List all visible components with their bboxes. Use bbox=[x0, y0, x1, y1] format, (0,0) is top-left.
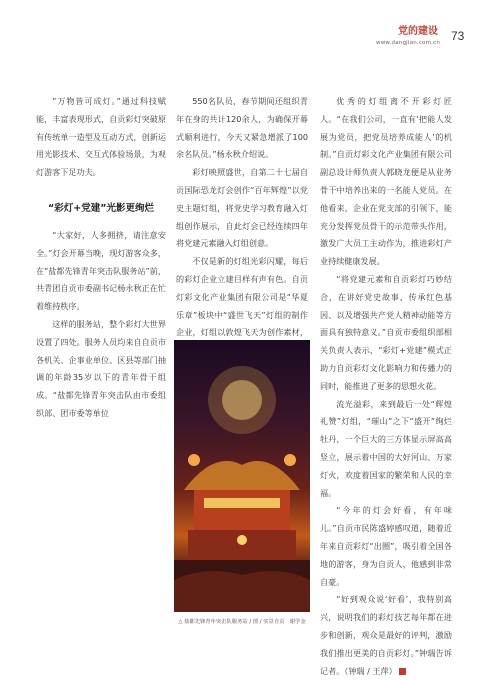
paragraph: 不仅是新的灯组光彩闪耀，每后的彩灯企业立建目样有声有色。自贡灯彩文化产业集团有限公司是“华夏乐章”板块中“盛世飞天”灯组的制作企业，灯组以敦煌飞天为创作素材， bbox=[176, 256, 308, 338]
paragraph: “今年的灯会好看，有年味儿。”自贡市民陈盛婷感叹道，随着近年来自贡彩灯“出圈”，吸引着全国各地的游客，身为自贡人，他感到非常自豪。 bbox=[320, 505, 452, 587]
paragraph: “大家好，人多拥挤，请注意安全。”灯会开幕当晚，现灯游客众多，在“盐都先锋青年突击队服务站”前，共青团自贡市委副书记杨永秋正在忙着维持秩序。 bbox=[36, 229, 166, 312]
end-mark-icon bbox=[399, 668, 406, 675]
article-column-1 bbox=[36, 93, 166, 423]
photo-caption: △ 盐都先锋青年突击队服务站 / 图 / 实景自贡 谢学金 bbox=[178, 619, 306, 625]
paragraph: 彩灯映照盛世，自第二十七届自贡国际恐龙灯会创作“百年辉煌”以党史主题灯组，将党史学习教育融入灯组创作展示，自此灯会已经连续四年将党建元素融入灯组创意。 bbox=[176, 167, 308, 249]
page-number: 73 bbox=[451, 29, 465, 43]
site-url: www.dangjian.com.cn bbox=[376, 40, 441, 46]
section-heading: “彩灯+党建”光影更绚烂 bbox=[48, 202, 154, 214]
paragraph: “将党建元素和自贡彩灯巧妙结合，在讲好党史故事、传承红色基因、以及增强共产党人精神动能等方面具有独特意义。”自贡市委组织部相关负责人表示，“彩灯+党建”模式正助力自贡彩灯文化影响力和传播力的同时，能推进了更多的思想火花。 bbox=[320, 273, 452, 391]
paragraph-text: “好到观众说‘好看’，我特别高兴，说明我们的彩灯技艺每年都在进步和创新，观众是最好的评判，激励我们推出更美的自贡彩灯。”钟瑞告诉记者。（钟瑞 / 王萍） bbox=[320, 594, 452, 676]
paragraph: 流光溢彩，来到最后一处“辉煌礼赞”灯组，“璀山”之下“盛开”绚烂牡丹，一个巨大的三方体显示屏高高竖立，展示着中国的大好河山、万家灯火，欢度着国家的繁荣和人民的幸福。 bbox=[320, 398, 452, 498]
paragraph: 550名队员，春节期间还组织青年在身的共计120余人，为确保开幕式顺利进行，今天又紧急增派了100余名队员。”杨永秋介绍说。 bbox=[176, 96, 308, 160]
paragraph: 优秀的灯组离不开彩灯匠人。“在我们公司，一直有‘把能人发展为党员，把党员培养成能人’的机制。”自贡灯彩文化产业集团有限公司副总设计师负责人郭晓龙便是从业务骨干中培养出来的一名能人党员。在他看来，企业在党支部的引领下，能充分发挥党员骨干的示范带头作用，激发广大员工主动作为，推进彩灯产业持续健康发展。 bbox=[320, 96, 452, 267]
article-column-3 bbox=[320, 93, 452, 680]
paragraph: 这样的服务站，整个彩灯大世界设置了四处。服务人员均来自自贡市各机关、企事业单位、区县等部门抽调的年龄35岁以下的青年骨干组成。“盐都先锋青年突击队由市委组织部、团市委等单位 bbox=[36, 318, 166, 418]
lantern-festival-photo bbox=[174, 340, 310, 612]
paragraph: “万物皆可成灯。”通过科技赋能，丰富表现形式，自贡彩灯突破原有传统单一造型及互动方式，创新运用光影技术、交互式体验场景，为观灯游客下足功夫。 bbox=[36, 96, 166, 178]
lantern-illustration bbox=[174, 340, 310, 612]
magazine-logo: 党的建设 bbox=[398, 26, 438, 37]
paragraph bbox=[320, 591, 452, 680]
